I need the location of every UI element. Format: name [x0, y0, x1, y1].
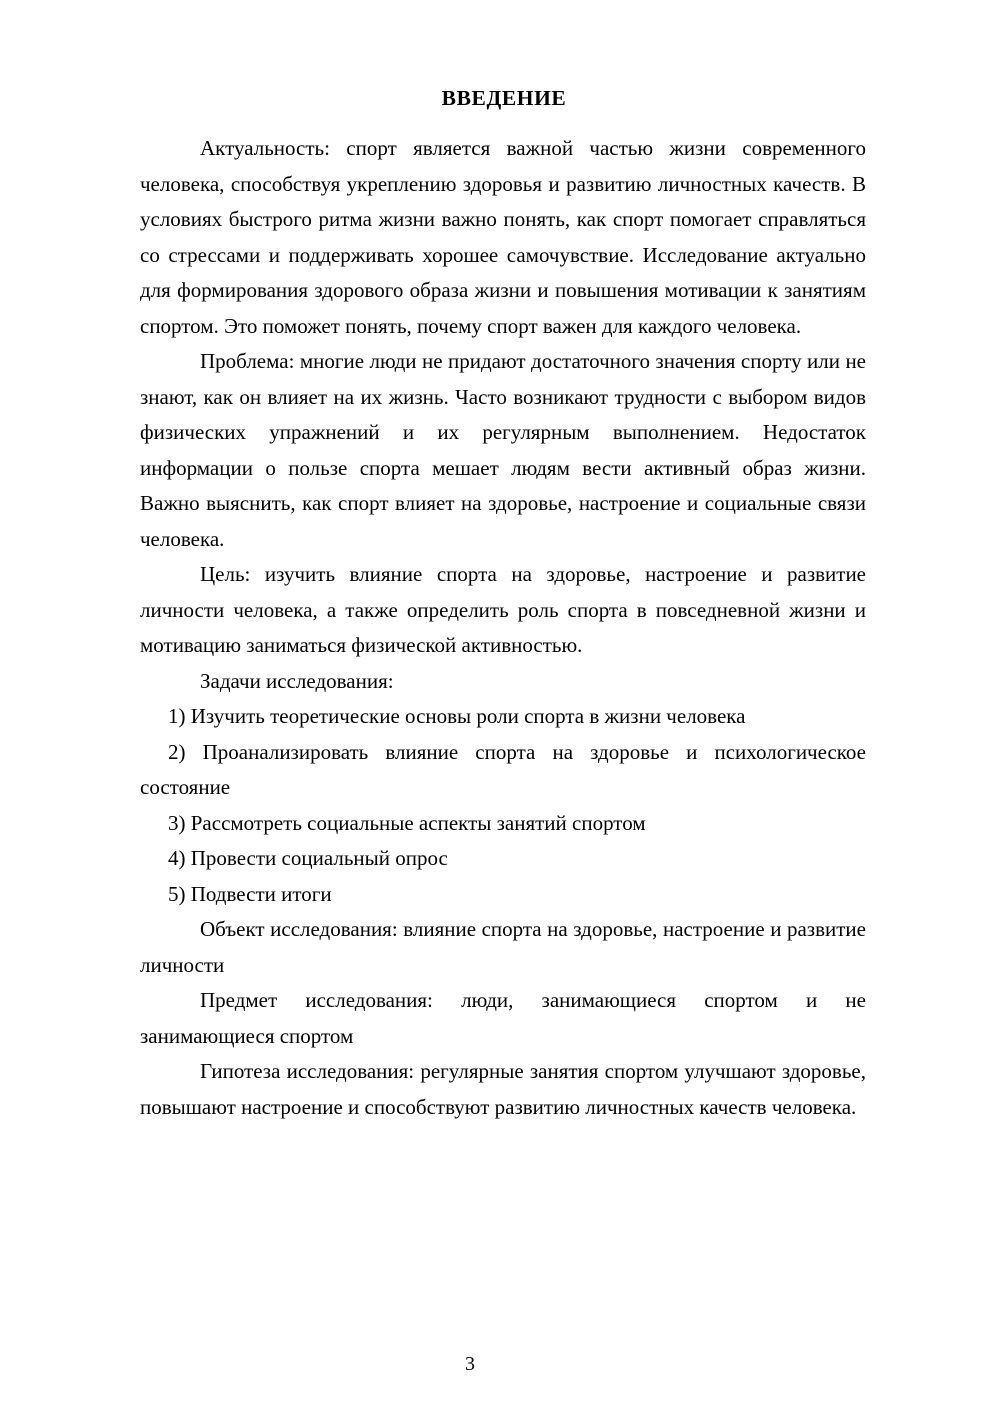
- paragraph-problem: Проблема: многие люди не придают достаточного значения спорту или не знают, как он влияет на их жизнь. Часто возникают трудности с выбором видов физических упражнений и их регулярным выполнением. Недостаток информации о пользе спорта мешает людям вести активный образ жизни. Важно выяснить, как спорт влияет на здоровье, настроение и социальные связи человека.: [140, 349, 866, 551]
- document-body: [140, 131, 928, 1125]
- page-number: 3: [465, 1353, 475, 1375]
- paragraph-hypothesis: Гипотеза исследования: регулярные занятия спортом улучшают здоровье, повышают настроение и способствуют развитию личностных качеств человека.: [140, 1059, 866, 1119]
- task-item-3: 3) Рассмотреть социальные аспекты занятий спортом: [168, 810, 646, 835]
- task-item-2: 2) Проанализировать влияние спорта на здоровье и психологическое состояние: [140, 739, 866, 799]
- task-item-5: 5) Подвести итоги: [168, 881, 332, 906]
- page-title: ВВЕДЕНИЕ: [441, 86, 567, 110]
- paragraph-goal: Цель: изучить влияние спорта на здоровье, настроение и развитие личности человека, а также определить роль спорта в повседневной жизни и мотивацию заниматься физической активностью.: [140, 562, 866, 657]
- task-item-4: 4) Провести социальный опрос: [168, 846, 448, 870]
- paragraph-relevance: Актуальность: спорт является важной частью жизни современного человека, способствуя укреплению здоровья и развитию личностных качеств. В условиях быстрого ритма жизни важно понять, как спорт помогает справляться со стрессами и поддерживать хорошее самочувствие. Исследование актуально для формирования здорового образа жизни и повышения мотивации к занятиям спортом. Это поможет понять, почему спорт важен для каждого человека.: [140, 136, 866, 338]
- task-item-1: 1) Изучить теоретические основы роли спорта в жизни человека: [168, 704, 746, 728]
- paragraph-object: Объект исследования: влияние спорта на здоровье, настроение и развитие личности: [140, 917, 866, 977]
- paragraph-subject: Предмет исследования: люди, занимающиеся спортом и не занимающиеся спортом: [140, 988, 866, 1048]
- paragraph-tasks-heading: Задачи исследования:: [200, 668, 394, 693]
